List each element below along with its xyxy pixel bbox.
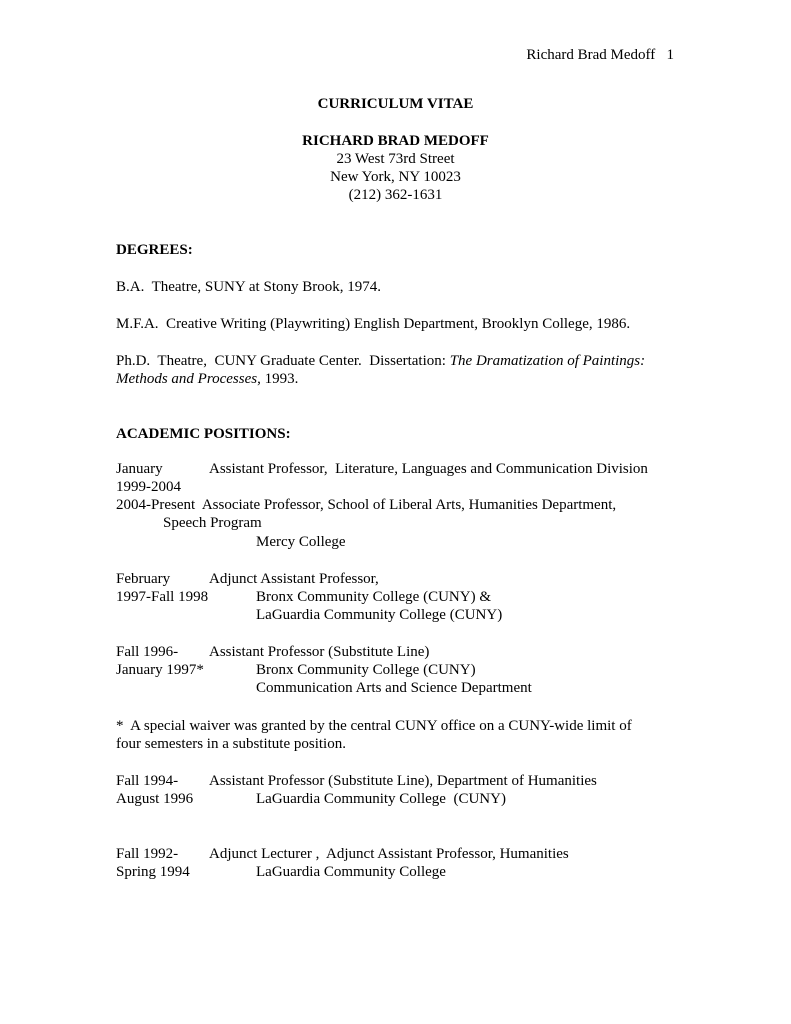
position-3-title: Assistant Professor (Substitute Line) bbox=[209, 644, 430, 660]
position-1b-program: Speech Program bbox=[163, 515, 262, 531]
position-1b-line: 2004-Present Associate Professor, School of Liberal Arts, Humanities Department, bbox=[116, 497, 617, 513]
dissertation-title-part2: Methods and Processes bbox=[116, 371, 258, 387]
position-1-date-end: 1999-2004 bbox=[116, 479, 181, 495]
page-header: Richard Brad Medoff 1 bbox=[526, 47, 674, 63]
position-4-date-start: Fall 1994- bbox=[116, 773, 179, 789]
position-5-date-end: Spring 1994 bbox=[116, 864, 190, 880]
position-3-date-start: Fall 1996- bbox=[116, 644, 179, 660]
position-1-title: Assistant Professor, Literature, Languages and Communication Division bbox=[209, 461, 648, 477]
position-2-institution-1: Bronx Community College (CUNY) & bbox=[256, 589, 491, 605]
position-4-date-end: August 1996 bbox=[116, 791, 194, 807]
position-3-date-end: January 1997* bbox=[116, 662, 204, 678]
position-2-date-end: 1997-Fall 1998 bbox=[116, 589, 209, 605]
dissertation-title-part1: The Dramatization of Paintings: bbox=[449, 353, 646, 369]
document-title: CURRICULUM VITAE bbox=[317, 96, 474, 112]
position-3-department: Communication Arts and Science Department bbox=[256, 680, 532, 696]
degree-mfa: M.F.A. Creative Writing (Playwriting) English Department, Brooklyn College, 1986. bbox=[116, 316, 631, 332]
contact-city: New York, NY 10023 bbox=[330, 169, 461, 185]
position-4-title: Assistant Professor (Substitute Line), Department of Humanities bbox=[209, 773, 597, 789]
degree-phd-suffix: , 1993. bbox=[257, 371, 299, 387]
position-1-date-start: January bbox=[116, 461, 163, 477]
degree-ba: B.A. Theatre, SUNY at Stony Brook, 1974. bbox=[116, 279, 381, 295]
degree-phd-line2 bbox=[116, 370, 298, 388]
waiver-note-line2: four semesters in a substitute position. bbox=[116, 736, 346, 752]
waiver-note-line1: * A special waiver was granted by the central CUNY office on a CUNY-wide limit of bbox=[116, 718, 632, 734]
position-5-institution: LaGuardia Community College bbox=[256, 864, 446, 880]
degree-phd-line1 bbox=[116, 352, 645, 370]
position-2-date-start: February bbox=[116, 571, 171, 587]
contact-name: RICHARD BRAD MEDOFF bbox=[302, 133, 489, 149]
positions-heading: ACADEMIC POSITIONS: bbox=[116, 426, 291, 442]
position-2-institution-2: LaGuardia Community College (CUNY) bbox=[256, 607, 503, 623]
contact-street: 23 West 73rd Street bbox=[336, 151, 455, 167]
degree-phd-prefix: Ph.D. Theatre, CUNY Graduate Center. Dissertation: bbox=[116, 353, 450, 369]
contact-phone: (212) 362-1631 bbox=[348, 187, 443, 203]
position-5-date-start: Fall 1992- bbox=[116, 846, 179, 862]
position-5-title: Adjunct Lecturer , Adjunct Assistant Professor, Humanities bbox=[209, 846, 569, 862]
position-1-institution: Mercy College bbox=[256, 534, 346, 550]
degrees-heading: DEGREES: bbox=[116, 242, 193, 258]
position-4-institution: LaGuardia Community College (CUNY) bbox=[256, 791, 506, 807]
position-2-title: Adjunct Assistant Professor, bbox=[209, 571, 379, 587]
position-3-institution-1: Bronx Community College (CUNY) bbox=[256, 662, 476, 678]
